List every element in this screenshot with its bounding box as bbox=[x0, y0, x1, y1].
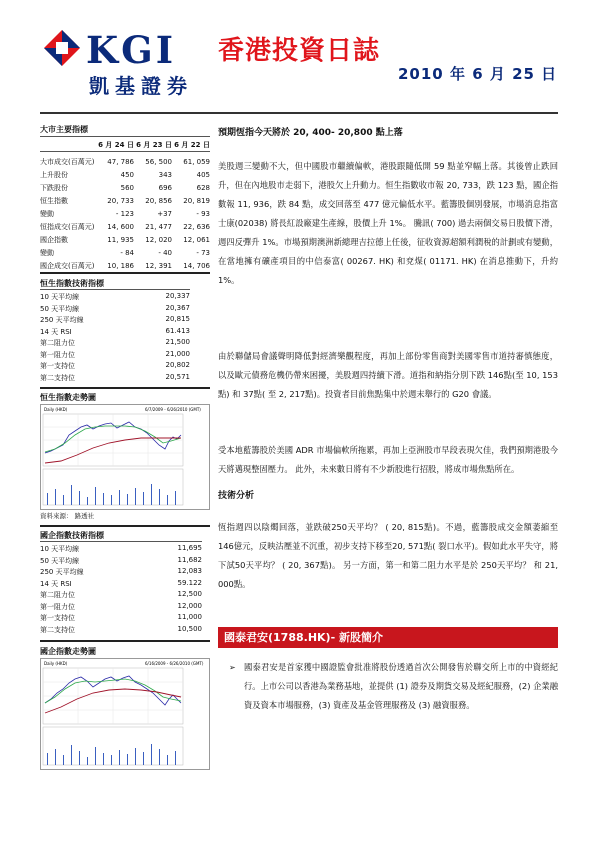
bullet-icon: ➢ bbox=[229, 663, 236, 672]
article-paragraph-3: 受本地藍籌股於美國 ADR 市場偏軟所拖累，再加上亞洲股市早段表現欠佳，我們預期港股今天將邁現整固壓力。 此外，未來數日將有不少新股進行招股，將成市場焦點所在。 bbox=[218, 445, 558, 474]
article-heading: 預期恆指今天將於 20, 400- 20,800 點上落 bbox=[218, 128, 403, 138]
item-label: 第二支持位 bbox=[40, 625, 75, 634]
cell: 560 bbox=[120, 183, 134, 192]
hscei-chart-title: 國企指數走勢圖 bbox=[40, 647, 96, 656]
page-title: 香港投資日誌 bbox=[218, 36, 381, 66]
hsi-chart-title: 恒生指數走勢圖 bbox=[40, 393, 96, 402]
row-label: 恒指成交(百萬元) bbox=[40, 222, 95, 231]
divider bbox=[40, 272, 210, 274]
cell: 343 bbox=[158, 170, 172, 179]
cell: 628 bbox=[196, 183, 210, 192]
item-label: 10 天平均線 bbox=[40, 293, 80, 301]
market-table bbox=[40, 139, 210, 272]
column-header: 6 月 22 日 bbox=[174, 141, 210, 149]
cell: 22, 636 bbox=[183, 222, 210, 231]
row-label: 國企指數 bbox=[40, 235, 68, 244]
list-item bbox=[40, 292, 190, 304]
cell: - 123 bbox=[115, 209, 134, 218]
item-label: 第一阻力位 bbox=[40, 602, 75, 611]
item-value: 11,000 bbox=[177, 613, 202, 621]
item-label: 第二阻力位 bbox=[40, 339, 75, 347]
logo-chinese-name: 凱基證券 bbox=[89, 74, 193, 98]
cell: 14, 706 bbox=[183, 261, 210, 270]
tech-analysis-heading: 技術分析 bbox=[218, 491, 255, 501]
divider bbox=[40, 136, 210, 137]
table-row bbox=[40, 259, 210, 272]
cell: 405 bbox=[196, 170, 210, 179]
header-divider bbox=[40, 112, 558, 114]
table-row bbox=[40, 155, 210, 168]
list-item bbox=[40, 315, 190, 327]
table-row bbox=[40, 220, 210, 233]
item-label: 第一阻力位 bbox=[40, 350, 75, 359]
table-row bbox=[40, 168, 210, 181]
hsi-price-chart bbox=[40, 404, 210, 510]
ipo-description: 國泰君安是首家獲中國證監會批准將股份透過首次公開發售於聯交所上市的中資經紀行。上市公司以香港為業務基地，並提供 (1) 證券及期貨交易及經紀服務，(2) 企業融資及資本市場服務，(3) 資產及基金管理服務及 (3) 融資服務。 bbox=[244, 662, 558, 710]
item-value: 59.122 bbox=[177, 578, 202, 587]
item-label: 250 天平均線 bbox=[40, 316, 84, 324]
cell: - 40 bbox=[158, 248, 172, 257]
item-value: 12,000 bbox=[177, 601, 202, 610]
item-value: 20,337 bbox=[165, 292, 190, 300]
column-header: 6 月 23 日 bbox=[136, 141, 172, 149]
table-header-row bbox=[40, 139, 210, 152]
hscei-price-chart bbox=[40, 658, 210, 770]
item-label: 14 天 RSI bbox=[40, 579, 72, 588]
item-label: 第二支持位 bbox=[40, 373, 75, 382]
item-label: 第一支持位 bbox=[40, 362, 75, 370]
list-item bbox=[40, 590, 202, 602]
article-paragraph-1: 美股週三變動不大，但中國股市繼續偏軟，港股跟隨低開 59 點並窄幅上落。其後曾止跌回升，但在內地股市走弱下，港股欠上升動力。恒生指數收市報 20, 733，跌 123 點，國企指數報 11, 936，跌 84 點，成交回落至 477 億元偏低水平。藍籌股個別發展，市場消息指富士康(02038) 將長紅設廠建生產線，股價上升 1%。 騰訊( 700) 過去兩個交易日股價下滑，週四反彈升 1%。市場預期澳洲新總理吉拉德上任後，征收資源超額利潤稅的計劃或有變動，在當地擁有礦產項目的中信泰富( 00267. HK) 和兗煤( 01171. HK) 在消息推動下，升約 1%。 bbox=[218, 161, 558, 285]
item-label: 第二阻力位 bbox=[40, 591, 75, 599]
chart-caption-left: Daily (HKD) bbox=[44, 407, 68, 412]
row-label: 變動 bbox=[40, 248, 54, 257]
item-label: 10 天平均線 bbox=[40, 545, 80, 553]
item-value: 11,682 bbox=[177, 555, 202, 564]
list-item bbox=[40, 556, 202, 568]
hscei-tech-section-title: 國企指數技術指標 bbox=[40, 531, 104, 540]
cell: +37 bbox=[157, 209, 172, 218]
item-label: 第一支持位 bbox=[40, 614, 75, 622]
item-label: 14 天 RSI bbox=[40, 327, 72, 336]
item-value: 21,500 bbox=[165, 338, 190, 346]
kgi-logo-icon bbox=[44, 30, 80, 66]
article-paragraph-2: 由於聯儲局會議聲明降低對經濟樂觀程度，再加上部份零售商對美國零售市道持審慎態度，以及歐元債務危機仍帶來困擾，美股週四持續下滑。道指和納指分別下跌 146點(至 10, 153點) 和 37點( 至 2, 217點)。投資者目前焦點集中於週末舉行的 G20 會議。 bbox=[218, 351, 558, 399]
table-row bbox=[40, 207, 210, 220]
divider bbox=[40, 640, 210, 642]
table-row bbox=[40, 181, 210, 194]
report-date: 2010 年 6 月 25 日 bbox=[398, 65, 558, 83]
chart-caption-left: Daily (HKD) bbox=[44, 661, 68, 666]
cell: 12, 020 bbox=[145, 235, 172, 244]
list-item bbox=[40, 304, 190, 316]
divider bbox=[40, 387, 210, 389]
list-item bbox=[40, 327, 190, 339]
row-label: 國企成交(百萬元) bbox=[40, 261, 95, 270]
item-value: 20,571 bbox=[165, 372, 190, 381]
source-value: 路透社 bbox=[74, 512, 95, 520]
item-value: 21,000 bbox=[165, 349, 190, 358]
cell: 11, 935 bbox=[107, 235, 134, 244]
list-item bbox=[40, 625, 202, 637]
divider bbox=[40, 541, 202, 542]
cell: 47, 786 bbox=[107, 157, 134, 166]
list-item bbox=[40, 579, 202, 591]
hsi-tech-section-title: 恒生指數技術指標 bbox=[40, 279, 104, 288]
table-row bbox=[40, 233, 210, 246]
item-value: 12,500 bbox=[177, 590, 202, 598]
cell: 20, 819 bbox=[183, 196, 210, 205]
cell: - 93 bbox=[196, 209, 210, 218]
list-item bbox=[40, 350, 190, 362]
hsi-tech-list bbox=[40, 292, 190, 384]
cell: 20, 856 bbox=[145, 196, 172, 205]
list-item bbox=[40, 567, 202, 579]
list-item bbox=[40, 544, 202, 556]
item-value: 61.413 bbox=[165, 326, 190, 335]
cell: 12, 391 bbox=[145, 261, 172, 270]
cell: - 73 bbox=[196, 248, 210, 257]
item-value: 10,500 bbox=[177, 624, 202, 633]
cell: 56, 500 bbox=[145, 157, 172, 166]
article-paragraph-4: 恆指週四以陰燭回落，並跌破250天平均？ ( 20, 815點)。不過，藍籌股成交金額萎縮至146億元，反映沽壓並不沉重，初步支持下移至20, 571點( 裂口水平)。假如此水平失守，將下試50天平均？ ( 20, 367點)。 另一方面，第一和第二阻力水平是於 250天平均？ 和 21, 000點。 bbox=[218, 522, 558, 589]
item-label: 50 天平均線 bbox=[40, 304, 80, 313]
divider bbox=[40, 525, 210, 527]
ipo-banner: 國泰君安(1788.HK)- 新股簡介 bbox=[218, 627, 558, 648]
row-label: 變動 bbox=[40, 209, 54, 218]
chart-caption-right: 6/16/2009 - 6/26/2010 (GMT) bbox=[145, 661, 204, 666]
cell: 696 bbox=[158, 183, 172, 192]
list-item bbox=[40, 338, 190, 350]
chart-caption-right: 6/7/2009 - 6/26/2010 (GMT) bbox=[145, 407, 201, 412]
cell: 10, 186 bbox=[107, 261, 134, 270]
cell: 12, 061 bbox=[183, 235, 210, 244]
item-value: 20,815 bbox=[165, 315, 190, 323]
list-item bbox=[40, 361, 190, 373]
row-label: 下跌股份 bbox=[40, 183, 68, 192]
item-value: 11,695 bbox=[177, 544, 202, 552]
list-item bbox=[40, 613, 202, 625]
list-item bbox=[40, 602, 202, 614]
item-label: 250 天平均線 bbox=[40, 568, 84, 576]
source-label: 資料來源： bbox=[40, 512, 73, 520]
row-label: 大市成交(百萬元) bbox=[40, 157, 95, 166]
cell: 20, 733 bbox=[107, 196, 134, 205]
item-value: 12,083 bbox=[177, 567, 202, 575]
table-row bbox=[40, 246, 210, 259]
cell: 61, 059 bbox=[183, 157, 210, 166]
table-row bbox=[40, 194, 210, 207]
item-value: 20,802 bbox=[165, 361, 190, 369]
chart-source bbox=[40, 511, 94, 520]
item-value: 20,367 bbox=[165, 303, 190, 312]
cell: 14, 600 bbox=[107, 222, 134, 231]
cell: 450 bbox=[120, 170, 134, 179]
cell: - 84 bbox=[120, 248, 134, 257]
item-label: 50 天平均線 bbox=[40, 556, 80, 565]
market-section-title: 大市主要指標 bbox=[40, 125, 88, 134]
row-label: 恒生指數 bbox=[40, 196, 68, 205]
column-header: 6 月 24 日 bbox=[98, 141, 134, 149]
logo-text: KGI bbox=[86, 28, 177, 72]
hscei-tech-list bbox=[40, 544, 202, 636]
row-label: 上升股份 bbox=[40, 170, 68, 179]
cell: 21, 477 bbox=[145, 222, 172, 231]
divider bbox=[40, 289, 190, 290]
list-item bbox=[40, 373, 190, 385]
